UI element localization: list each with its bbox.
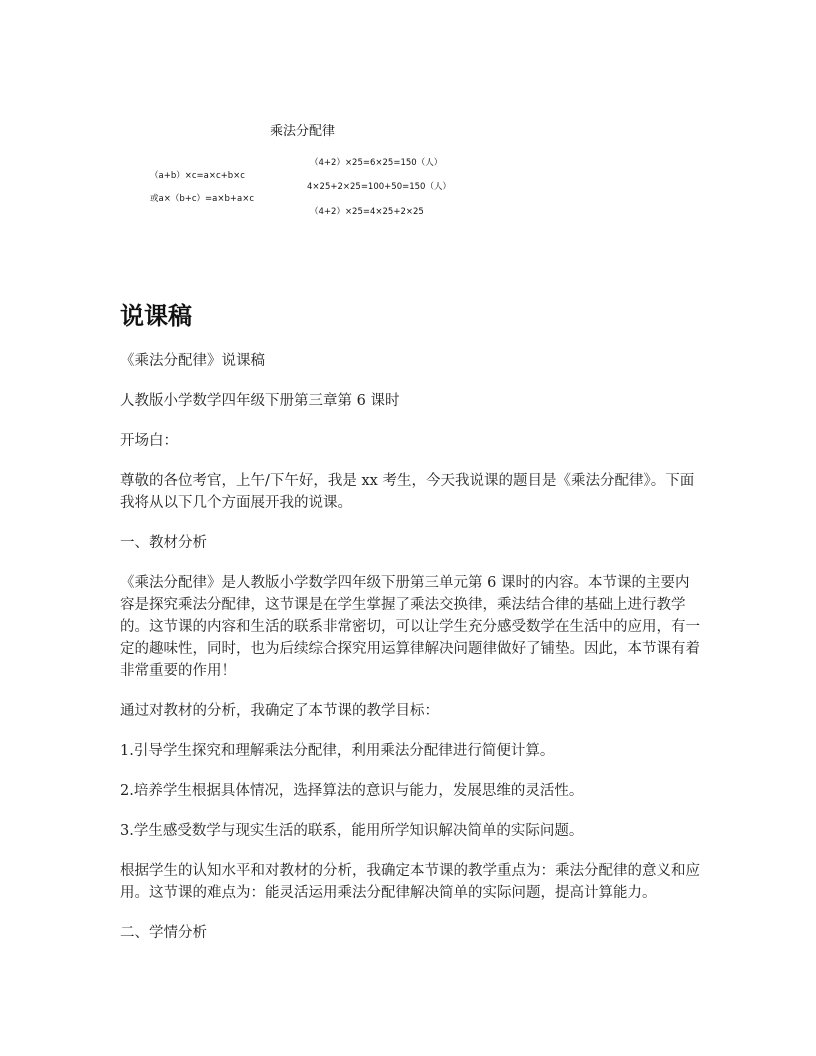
rule-left-2: 或a×（b+c）=a×b+a×c [150, 194, 254, 204]
paragraph-material-analysis: 《乘法分配律》是人教版小学数学四年级下册第三单元第 6 课时的内容。本节课的主要内容是探究乘法分配律，这节课是在学生掌握了乘法交换律，乘法结合律的基础上进行教学的。这节课的内容和生活的联系非常密切，可以让学生充分感受数学在生活中的应用，有一定的趣味性，同时，也为后续综合探究用运算律解决问题律做好了铺垫。因此，本节课有着非常重要的作用！ [120, 575, 700, 679]
rule-left-1: （a+b）×c=a×c+b×c [150, 171, 245, 181]
goal-item-1: 1.引导学生探究和理解乘法分配律，利用乘法分配律进行简便计算。 [120, 743, 555, 759]
paragraph-opening-label: 开场白： [120, 433, 178, 449]
equation-2: 4×25+2×25=100+50=150（人） [307, 182, 451, 192]
document-body [120, 350, 700, 962]
section-heading-students: 二、学情分析 [120, 925, 207, 941]
paragraph-textbook: 人教版小学数学四年级下册第三章第 6 课时 [120, 393, 400, 409]
paragraph-opening: 尊敬的各位考官，上午/下午好，我是 xx 考生，今天我说课的题目是《乘法分配律》。下面我将从以下几个方面展开我的说课。 [120, 473, 695, 511]
document-heading: 说课稿 [120, 302, 192, 330]
goal-item-2: 2.培养学生根据具体情况，选择算法的意识与能力，发展思维的灵活性。 [120, 783, 584, 799]
paragraph-lesson-title: 《乘法分配律》说课稿 [120, 353, 265, 369]
formula-figure [0, 0, 816, 240]
equation-3: （4+2）×25=4×25+2×25 [310, 207, 424, 217]
paragraph-key-points: 根据学生的认知水平和对教材的分析，我确定本节课的教学重点为：乘法分配律的意义和应用。这节课的难点为：能灵活运用乘法分配律解决简单的实际问题，提高计算能力。 [120, 863, 700, 901]
section-heading-material: 一、教材分析 [120, 535, 207, 551]
paragraph-goals-intro: 通过对教材的分析，我确定了本节课的教学目标： [120, 703, 439, 719]
equation-1: （4+2）×25=6×25=150（人） [310, 158, 443, 168]
figure-title: 乘法分配律 [270, 124, 336, 139]
goal-item-3: 3.学生感受数学与现实生活的联系，能用所学知识解决简单的实际问题。 [120, 823, 584, 839]
